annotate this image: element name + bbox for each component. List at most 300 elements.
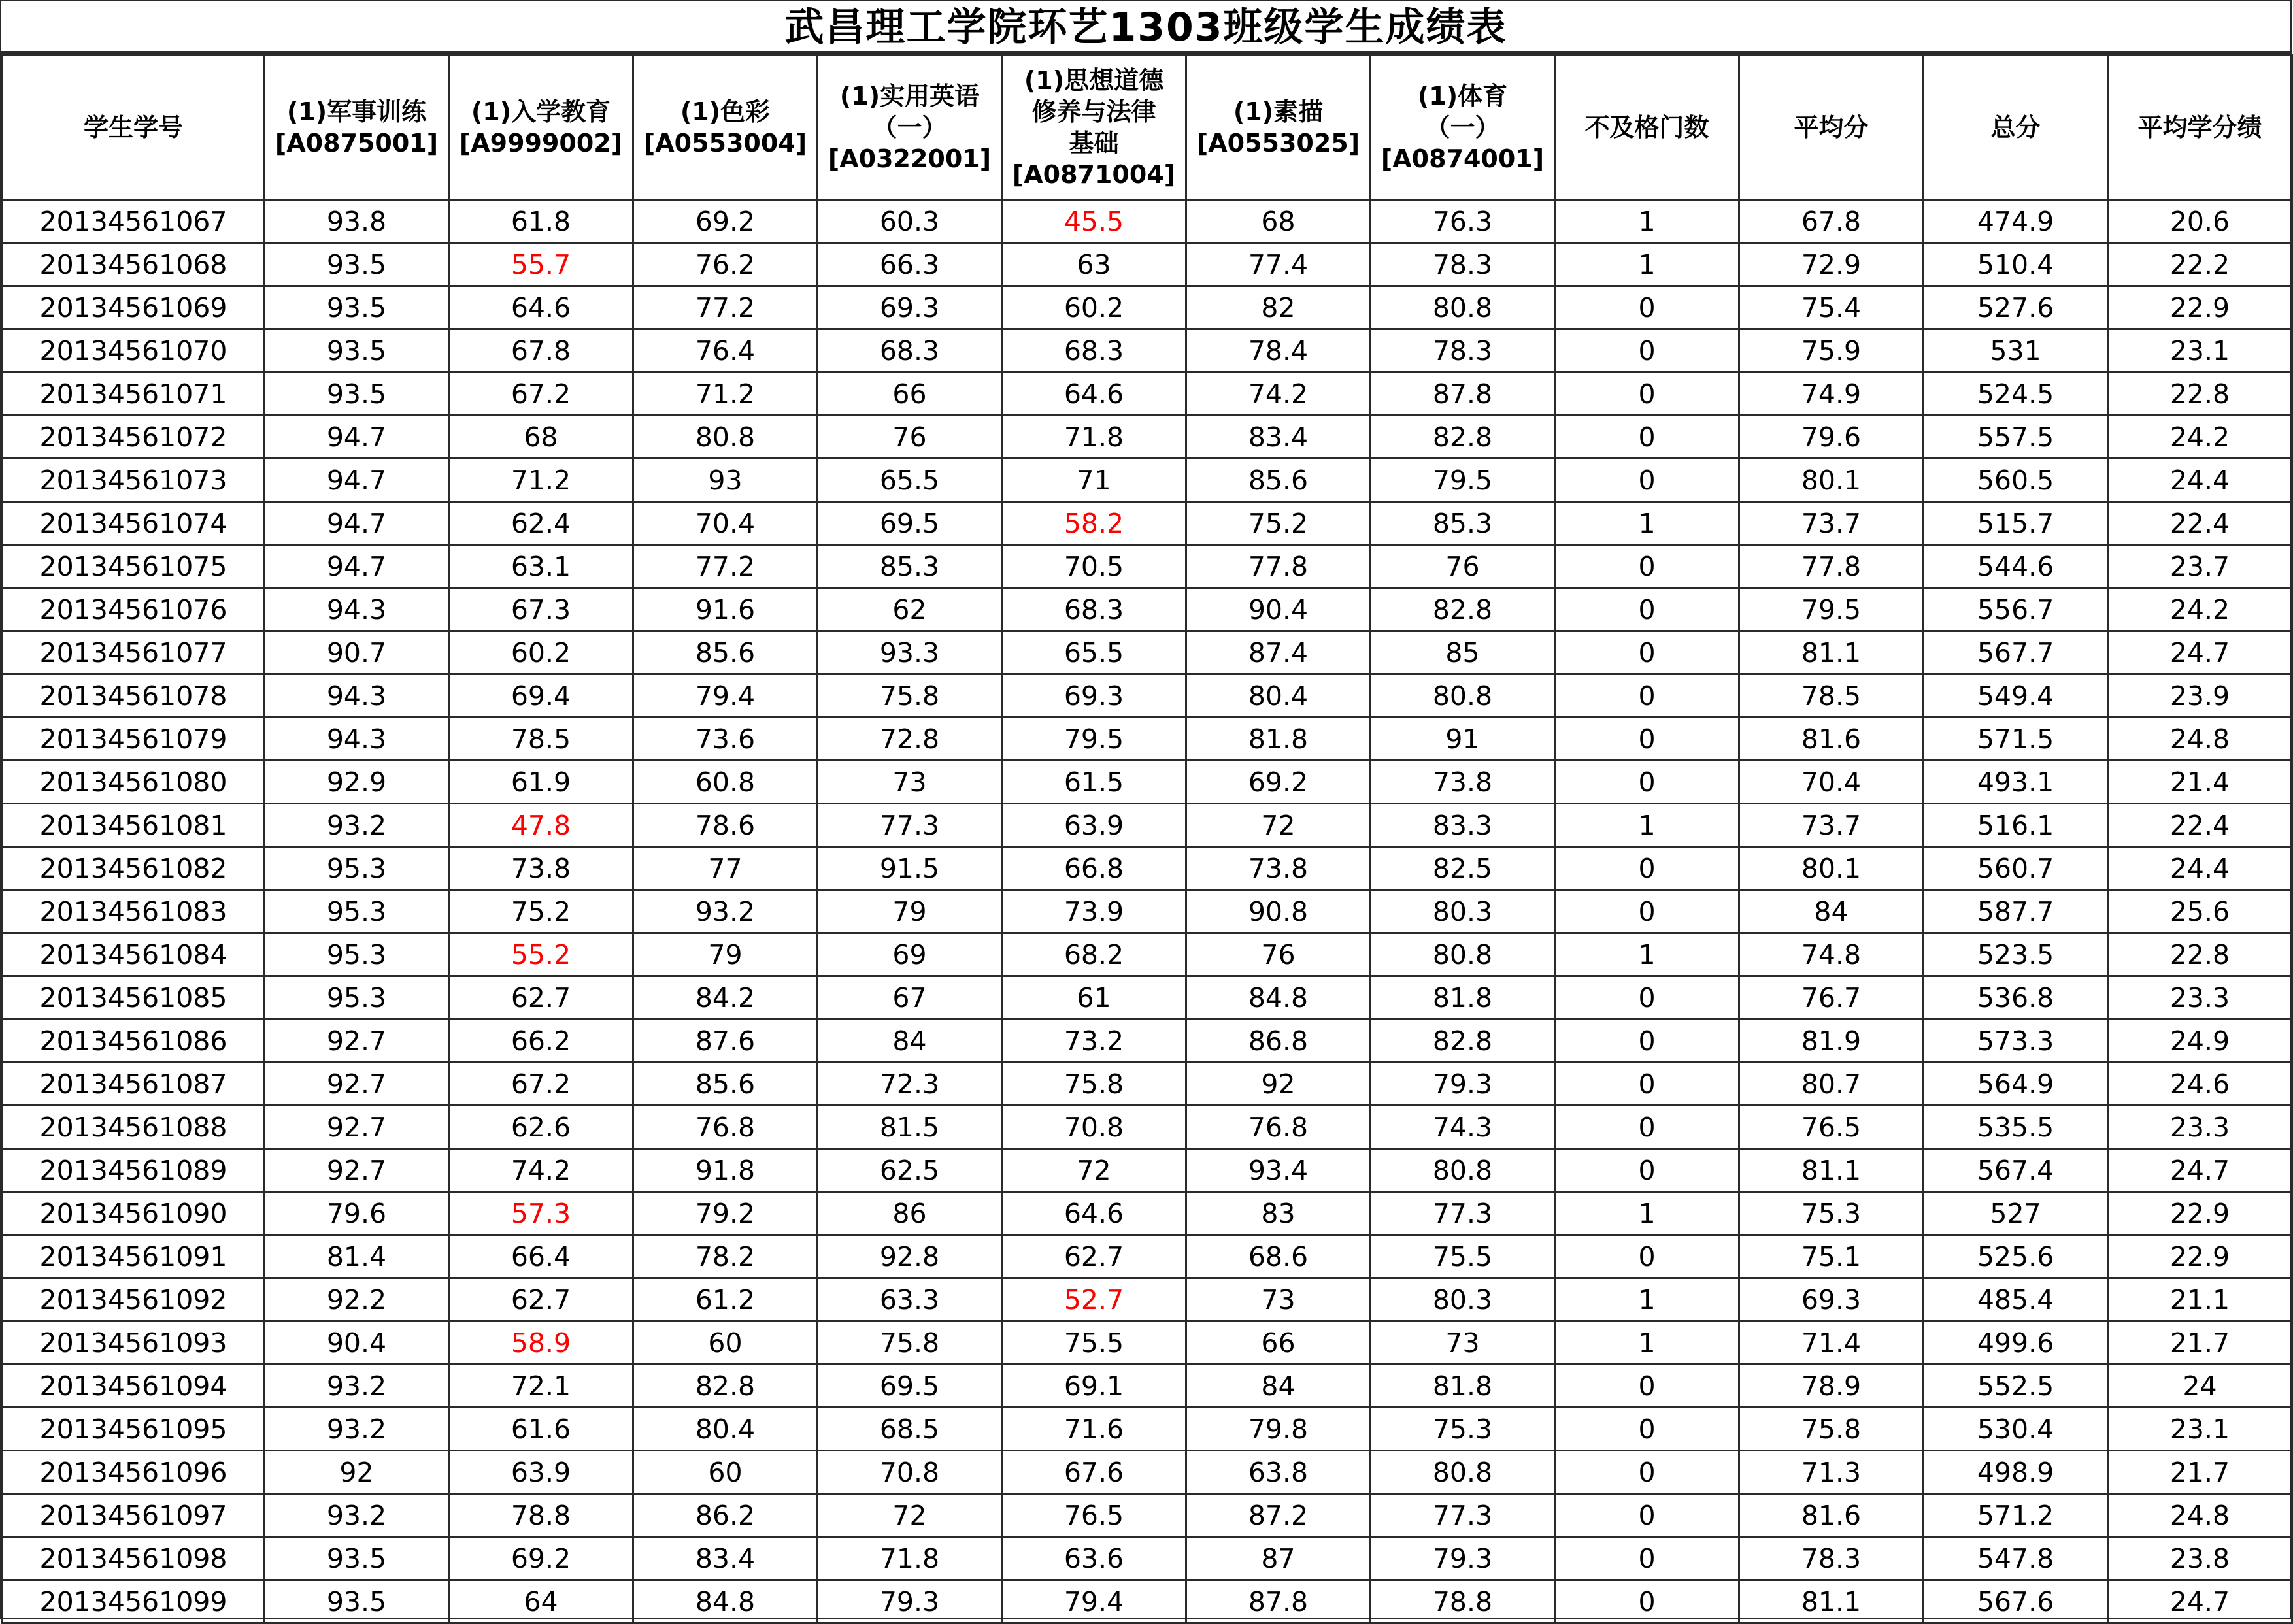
cell-total: 493.1 [1924, 761, 2108, 804]
cell-color: 77 [633, 847, 818, 890]
cell-fail-count: 1 [1555, 200, 1739, 243]
cell-student-id: 20134561094 [3, 1365, 265, 1408]
table-row [3, 502, 2292, 545]
cell-english: 69.5 [818, 502, 1002, 545]
cell-ethics: 61 [1002, 976, 1186, 1019]
table-row [3, 631, 2292, 674]
table-row [3, 373, 2292, 416]
cell-english: 69 [818, 933, 1002, 976]
cell-total: 571.5 [1924, 718, 2108, 761]
cell-orientation: 78.8 [449, 1494, 633, 1537]
cell-military: 93.8 [265, 200, 449, 243]
cell-orientation: 74.2 [449, 1149, 633, 1192]
cell-average: 75.3 [1739, 1192, 1924, 1235]
cell-gpa: 24.9 [2108, 1019, 2292, 1063]
cell-sketch: 87.8 [1186, 1580, 1371, 1623]
cell-gpa: 23.1 [2108, 329, 2292, 373]
cell-military: 93.5 [265, 243, 449, 286]
cell-average: 81.1 [1739, 1149, 1924, 1192]
table-row [3, 890, 2292, 933]
cell-orientation: 68 [449, 416, 633, 459]
cell-ethics: 68.2 [1002, 933, 1186, 976]
cell-sketch: 73.8 [1186, 847, 1371, 890]
cell-total: 531 [1924, 329, 2108, 373]
table-row [3, 1580, 2292, 1623]
cell-ethics: 73.9 [1002, 890, 1186, 933]
cell-pe: 80.8 [1371, 674, 1555, 718]
cell-orientation: 55.7 [449, 243, 633, 286]
cell-pe: 79.5 [1371, 459, 1555, 502]
cell-average: 81.1 [1739, 1580, 1924, 1623]
cell-fail-count: 0 [1555, 329, 1739, 373]
header-cell-english [818, 55, 1002, 200]
cell-sketch: 81.8 [1186, 718, 1371, 761]
cell-gpa: 24.7 [2108, 1580, 2292, 1623]
cell-student-id: 20134561067 [3, 200, 265, 243]
table-row [3, 1365, 2292, 1408]
cell-average: 75.4 [1739, 286, 1924, 329]
cell-military: 95.3 [265, 847, 449, 890]
cell-gpa: 24.6 [2108, 1063, 2292, 1106]
cell-average: 78.5 [1739, 674, 1924, 718]
cell-total: 544.6 [1924, 545, 2108, 588]
cell-military: 92.7 [265, 1019, 449, 1063]
cell-sketch: 75.2 [1186, 502, 1371, 545]
header-line: [A0871004] [1012, 159, 1176, 189]
cell-average: 80.7 [1739, 1063, 1924, 1106]
cell-pe: 85 [1371, 631, 1555, 674]
cell-military: 94.7 [265, 502, 449, 545]
cell-average: 80.1 [1739, 847, 1924, 890]
cell-color: 71.2 [633, 373, 818, 416]
header-line: [A0553004] [643, 128, 807, 157]
cell-sketch: 87.2 [1186, 1494, 1371, 1537]
table-row [3, 1106, 2292, 1149]
cell-student-id: 20134561097 [3, 1494, 265, 1537]
cell-pe: 78.8 [1371, 1580, 1555, 1623]
cell-sketch: 93.4 [1186, 1149, 1371, 1192]
cell-color: 84.8 [633, 1580, 818, 1623]
cell-average: 81.9 [1739, 1019, 1924, 1063]
cell-military: 95.3 [265, 890, 449, 933]
cell-sketch: 83.4 [1186, 416, 1371, 459]
cell-average: 79.5 [1739, 588, 1924, 631]
cell-color: 80.4 [633, 1408, 818, 1451]
cell-student-id: 20134561075 [3, 545, 265, 588]
cell-ethics: 45.5 [1002, 200, 1186, 243]
cell-orientation: 69.4 [449, 674, 633, 718]
cell-english: 62 [818, 588, 1002, 631]
cell-gpa: 23.3 [2108, 1106, 2292, 1149]
cell-gpa: 21.7 [2108, 1451, 2292, 1494]
cell-orientation: 62.4 [449, 502, 633, 545]
table-row [3, 1494, 2292, 1537]
cell-average: 79.6 [1739, 416, 1924, 459]
cell-sketch: 90.8 [1186, 890, 1371, 933]
cell-gpa: 24.4 [2108, 847, 2292, 890]
cell-ethics: 69.3 [1002, 674, 1186, 718]
header-cell-military [265, 55, 449, 200]
cell-military: 92.2 [265, 1278, 449, 1321]
cell-student-id: 20134561086 [3, 1019, 265, 1063]
header-line: (1)素描 [1233, 97, 1324, 126]
cell-average: 78.3 [1739, 1537, 1924, 1580]
cell-average: 71.4 [1739, 1321, 1924, 1365]
cell-english: 60.3 [818, 200, 1002, 243]
cell-color: 83.4 [633, 1537, 818, 1580]
header-cell-color [633, 55, 818, 200]
cell-total: 485.4 [1924, 1278, 2108, 1321]
cell-military: 90.4 [265, 1321, 449, 1365]
cell-english: 70.8 [818, 1451, 1002, 1494]
cell-english: 86 [818, 1192, 1002, 1235]
header-line: 不及格门数 [1584, 112, 1709, 142]
table-row [3, 1019, 2292, 1063]
cell-military: 79.6 [265, 1192, 449, 1235]
cell-student-id: 20134561074 [3, 502, 265, 545]
cell-gpa: 21.4 [2108, 761, 2292, 804]
cell-ethics: 71.8 [1002, 416, 1186, 459]
header-cell-sketch [1186, 55, 1371, 200]
cell-military: 93.2 [265, 804, 449, 847]
cell-sketch: 92 [1186, 1063, 1371, 1106]
table-header [3, 55, 2292, 200]
cell-fail-count: 0 [1555, 1365, 1739, 1408]
cell-total: 549.4 [1924, 674, 2108, 718]
cell-fail-count: 0 [1555, 416, 1739, 459]
cell-color: 79.2 [633, 1192, 818, 1235]
cell-english: 67 [818, 976, 1002, 1019]
cell-gpa: 25.6 [2108, 890, 2292, 933]
cell-color: 93 [633, 459, 818, 502]
cell-orientation: 67.3 [449, 588, 633, 631]
cell-average: 71.3 [1739, 1451, 1924, 1494]
cell-military: 95.3 [265, 976, 449, 1019]
cell-ethics: 67.6 [1002, 1451, 1186, 1494]
cell-gpa: 24.7 [2108, 631, 2292, 674]
cell-ethics: 63 [1002, 243, 1186, 286]
cell-english: 92.8 [818, 1235, 1002, 1278]
cell-gpa: 22.9 [2108, 286, 2292, 329]
cell-fail-count: 0 [1555, 761, 1739, 804]
cell-ethics: 73.2 [1002, 1019, 1186, 1063]
table-row [3, 761, 2292, 804]
cell-total: 564.9 [1924, 1063, 2108, 1106]
cell-pe: 76.3 [1371, 200, 1555, 243]
table-row [3, 1537, 2292, 1580]
cell-fail-count: 0 [1555, 1149, 1739, 1192]
cell-student-id: 20134561087 [3, 1063, 265, 1106]
cell-orientation: 67.2 [449, 373, 633, 416]
cell-sketch: 78.4 [1186, 329, 1371, 373]
cell-ethics: 61.5 [1002, 761, 1186, 804]
cell-military: 93.5 [265, 286, 449, 329]
cell-english: 62.5 [818, 1149, 1002, 1192]
cell-orientation: 71.2 [449, 459, 633, 502]
header-cell-fail-count [1555, 55, 1739, 200]
cell-ethics: 71.6 [1002, 1408, 1186, 1451]
cell-pe: 81.8 [1371, 1365, 1555, 1408]
cell-gpa: 22.8 [2108, 373, 2292, 416]
cell-pe: 81.8 [1371, 976, 1555, 1019]
cell-fail-count: 0 [1555, 286, 1739, 329]
cell-orientation: 73.8 [449, 847, 633, 890]
cell-total: 524.5 [1924, 373, 2108, 416]
cell-pe: 80.3 [1371, 890, 1555, 933]
header-line: (1)色彩 [680, 97, 771, 126]
cell-english: 65.5 [818, 459, 1002, 502]
cell-student-id: 20134561092 [3, 1278, 265, 1321]
cell-sketch: 73 [1186, 1278, 1371, 1321]
cell-orientation: 63.9 [449, 1451, 633, 1494]
cell-military: 92.7 [265, 1106, 449, 1149]
cell-military: 93.5 [265, 329, 449, 373]
header-line: (1)实用英语 [839, 81, 980, 110]
cell-english: 79 [818, 890, 1002, 933]
cell-average: 74.8 [1739, 933, 1924, 976]
table-row [3, 545, 2292, 588]
cell-student-id: 20134561079 [3, 718, 265, 761]
cell-english: 72 [818, 1494, 1002, 1537]
cell-military: 93.2 [265, 1365, 449, 1408]
header-cell-student-id [3, 55, 265, 200]
cell-average: 72.9 [1739, 243, 1924, 286]
cell-orientation: 61.6 [449, 1408, 633, 1451]
cell-gpa: 24.8 [2108, 1494, 2292, 1537]
sheet-title: 武昌理工学院环艺1303班级学生成绩表 [1, 1, 2290, 54]
header-cell-orientation [449, 55, 633, 200]
cell-sketch: 85.6 [1186, 459, 1371, 502]
cell-color: 85.6 [633, 631, 818, 674]
cell-military: 93.5 [265, 1537, 449, 1580]
cell-sketch: 74.2 [1186, 373, 1371, 416]
header-cell-total [1924, 55, 2108, 200]
cell-sketch: 87 [1186, 1537, 1371, 1580]
table-row [3, 674, 2292, 718]
cell-pe: 74.3 [1371, 1106, 1555, 1149]
cell-pe: 75.3 [1371, 1408, 1555, 1451]
cell-fail-count: 1 [1555, 804, 1739, 847]
cell-ethics: 65.5 [1002, 631, 1186, 674]
cell-total: 523.5 [1924, 933, 2108, 976]
cell-fail-count: 0 [1555, 976, 1739, 1019]
cell-gpa: 23.9 [2108, 674, 2292, 718]
table-row [3, 1192, 2292, 1235]
cell-sketch: 76 [1186, 933, 1371, 976]
cell-sketch: 72 [1186, 804, 1371, 847]
cell-english: 72.3 [818, 1063, 1002, 1106]
cell-fail-count: 0 [1555, 631, 1739, 674]
cell-student-id: 20134561098 [3, 1537, 265, 1580]
cell-student-id: 20134561071 [3, 373, 265, 416]
cell-fail-count: 0 [1555, 373, 1739, 416]
cell-ethics: 71 [1002, 459, 1186, 502]
cell-orientation: 55.2 [449, 933, 633, 976]
header-line: 基础 [1069, 128, 1119, 157]
cell-military: 92.7 [265, 1063, 449, 1106]
cell-color: 78.2 [633, 1235, 818, 1278]
cell-student-id: 20134561069 [3, 286, 265, 329]
cell-student-id: 20134561090 [3, 1192, 265, 1235]
cell-military: 93.5 [265, 373, 449, 416]
cell-color: 86.2 [633, 1494, 818, 1537]
cell-total: 527 [1924, 1192, 2108, 1235]
cell-english: 69.5 [818, 1365, 1002, 1408]
cell-military: 93.2 [265, 1408, 449, 1451]
cell-english: 91.5 [818, 847, 1002, 890]
cell-gpa: 24.2 [2108, 588, 2292, 631]
cell-student-id: 20134561081 [3, 804, 265, 847]
cell-student-id: 20134561084 [3, 933, 265, 976]
cell-color: 80.8 [633, 416, 818, 459]
cell-english: 79.3 [818, 1580, 1002, 1623]
header-cell-pe [1371, 55, 1555, 200]
cell-ethics: 76.5 [1002, 1494, 1186, 1537]
cell-gpa: 21.1 [2108, 1278, 2292, 1321]
cell-color: 85.6 [633, 1063, 818, 1106]
cell-english: 84 [818, 1019, 1002, 1063]
cell-pe: 85.3 [1371, 502, 1555, 545]
cell-average: 81.6 [1739, 718, 1924, 761]
cell-total: 573.3 [1924, 1019, 2108, 1063]
cell-student-id: 20134561070 [3, 329, 265, 373]
table-row [3, 847, 2292, 890]
cell-orientation: 78.5 [449, 718, 633, 761]
cell-total: 567.6 [1924, 1580, 2108, 1623]
cell-average: 76.5 [1739, 1106, 1924, 1149]
cell-military: 94.7 [265, 459, 449, 502]
header-row [3, 55, 2292, 200]
cell-ethics: 70.5 [1002, 545, 1186, 588]
cell-sketch: 63.8 [1186, 1451, 1371, 1494]
cell-english: 68.5 [818, 1408, 1002, 1451]
cell-color: 79.4 [633, 674, 818, 718]
cell-gpa: 23.1 [2108, 1408, 2292, 1451]
cell-color: 91.8 [633, 1149, 818, 1192]
cell-ethics: 64.6 [1002, 373, 1186, 416]
cell-student-id: 20134561080 [3, 761, 265, 804]
cell-total: 499.6 [1924, 1321, 2108, 1365]
header-line: （一） [1425, 112, 1500, 142]
cell-average: 80.1 [1739, 459, 1924, 502]
cell-gpa: 22.4 [2108, 804, 2292, 847]
cell-pe: 82.8 [1371, 1019, 1555, 1063]
cell-fail-count: 1 [1555, 933, 1739, 976]
cell-total: 515.7 [1924, 502, 2108, 545]
cell-student-id: 20134561095 [3, 1408, 265, 1451]
cell-student-id: 20134561073 [3, 459, 265, 502]
table-row [3, 933, 2292, 976]
cell-fail-count: 0 [1555, 1537, 1739, 1580]
cell-student-id: 20134561091 [3, 1235, 265, 1278]
cell-sketch: 80.4 [1186, 674, 1371, 718]
cell-color: 91.6 [633, 588, 818, 631]
cell-average: 73.7 [1739, 804, 1924, 847]
cell-fail-count: 1 [1555, 1278, 1739, 1321]
table-row [3, 1063, 2292, 1106]
cell-fail-count: 0 [1555, 459, 1739, 502]
cell-orientation: 47.8 [449, 804, 633, 847]
header-line: 平均分 [1794, 112, 1869, 142]
cell-gpa: 22.4 [2108, 502, 2292, 545]
cell-total: 516.1 [1924, 804, 2108, 847]
cell-sketch: 68 [1186, 200, 1371, 243]
cell-gpa: 24 [2108, 1365, 2292, 1408]
cell-pe: 87.8 [1371, 373, 1555, 416]
cell-ethics: 64.6 [1002, 1192, 1186, 1235]
cell-fail-count: 0 [1555, 1580, 1739, 1623]
cell-gpa: 22.9 [2108, 1192, 2292, 1235]
cell-average: 77.8 [1739, 545, 1924, 588]
table-row [3, 718, 2292, 761]
cell-fail-count: 0 [1555, 1019, 1739, 1063]
cell-english: 72.8 [818, 718, 1002, 761]
cell-military: 92.9 [265, 761, 449, 804]
cell-average: 81.1 [1739, 631, 1924, 674]
cell-ethics: 62.7 [1002, 1235, 1186, 1278]
cell-pe: 80.8 [1371, 286, 1555, 329]
cell-color: 78.6 [633, 804, 818, 847]
cell-color: 93.2 [633, 890, 818, 933]
cell-color: 87.6 [633, 1019, 818, 1063]
cell-average: 84 [1739, 890, 1924, 933]
header-line: 平均学分绩 [2137, 112, 2262, 142]
cell-ethics: 79.4 [1002, 1580, 1186, 1623]
cell-sketch: 86.8 [1186, 1019, 1371, 1063]
cell-military: 94.7 [265, 545, 449, 588]
cell-total: 527.6 [1924, 286, 2108, 329]
table-row [3, 1149, 2292, 1192]
cell-total: 587.7 [1924, 890, 2108, 933]
cell-orientation: 72.1 [449, 1365, 633, 1408]
cell-orientation: 60.2 [449, 631, 633, 674]
cell-fail-count: 1 [1555, 1321, 1739, 1365]
cell-total: 557.5 [1924, 416, 2108, 459]
table-row [3, 286, 2292, 329]
cell-pe: 91 [1371, 718, 1555, 761]
cell-total: 560.7 [1924, 847, 2108, 890]
cell-total: 474.9 [1924, 200, 2108, 243]
cell-military: 81.4 [265, 1235, 449, 1278]
cell-ethics: 79.5 [1002, 718, 1186, 761]
cell-pe: 80.3 [1371, 1278, 1555, 1321]
cell-gpa: 22.2 [2108, 243, 2292, 286]
cell-english: 68.3 [818, 329, 1002, 373]
cell-english: 69.3 [818, 286, 1002, 329]
cell-gpa: 24.4 [2108, 459, 2292, 502]
cell-orientation: 62.7 [449, 976, 633, 1019]
header-line: [A0322001] [828, 144, 992, 173]
cell-average: 78.9 [1739, 1365, 1924, 1408]
cell-total: 567.7 [1924, 631, 2108, 674]
cell-color: 77.2 [633, 286, 818, 329]
cell-english: 66.3 [818, 243, 1002, 286]
cell-average: 73.7 [1739, 502, 1924, 545]
cell-total: 547.8 [1924, 1537, 2108, 1580]
cell-student-id: 20134561082 [3, 847, 265, 890]
cell-orientation: 62.6 [449, 1106, 633, 1149]
cell-military: 93.5 [265, 1580, 449, 1623]
header-line: [A9999002] [459, 128, 623, 157]
cell-color: 70.4 [633, 502, 818, 545]
cell-student-id: 20134561088 [3, 1106, 265, 1149]
cell-pe: 80.8 [1371, 1149, 1555, 1192]
cell-average: 69.3 [1739, 1278, 1924, 1321]
cell-student-id: 20134561099 [3, 1580, 265, 1623]
cell-military: 94.3 [265, 674, 449, 718]
table-body [3, 200, 2292, 1623]
cell-english: 81.5 [818, 1106, 1002, 1149]
